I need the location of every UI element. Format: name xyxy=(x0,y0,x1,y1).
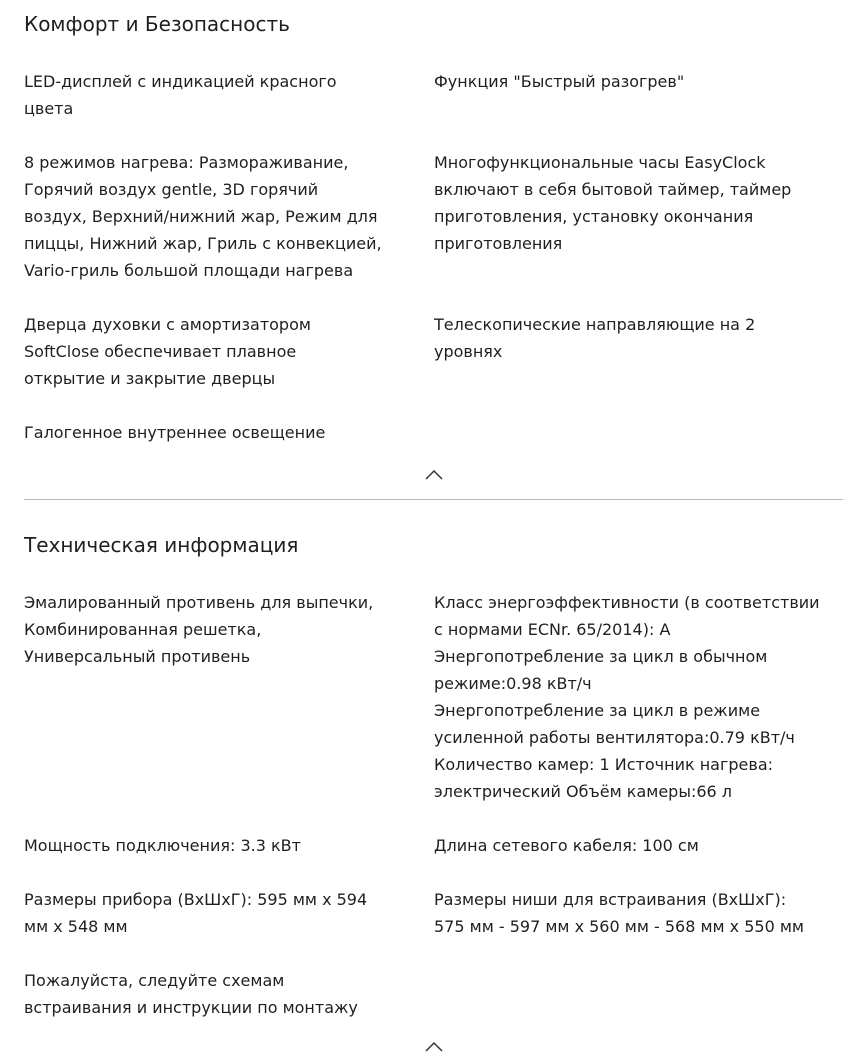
feature-item: Длина сетевого кабеля: 100 см xyxy=(434,836,699,855)
feature-item: Функция "Быстрый разогрев" xyxy=(434,72,685,91)
comfort-section-title: Комфорт и Безопасность xyxy=(24,12,290,36)
feature-item: Телескопические направляющие на 2 уровнях xyxy=(434,315,756,361)
feature-item: Размеры прибора (ВхШхГ): 595 мм x 594 мм x 548 мм xyxy=(24,890,368,936)
technical-section xyxy=(24,0,843,1052)
feature-item: LED-дисплей с индикацией красного цвета xyxy=(24,72,337,118)
feature-item: Мощность подключения: 3.3 кВт xyxy=(24,836,301,855)
feature-item: Эмалированный противень для выпечки, Комбинированная решетка, Универсальный противень xyxy=(24,593,374,666)
technical-section-title: Техническая информация xyxy=(24,533,299,557)
feature-item: Галогенное внутреннее освещение xyxy=(24,423,326,442)
feature-item: Многофункциональные часы EasyClock включают в себя бытовой таймер, таймер приготовления, установку окончания приготовления xyxy=(434,153,792,253)
feature-item: Дверца духовки с амортизатором SoftClose обеспечивает плавное открытие и закрытие дверцы xyxy=(24,315,311,388)
chevron-up-icon xyxy=(424,1040,444,1052)
feature-item: Класс энергоэффективности (в соответствии с нормами ECNr. 65/2014): A Энергопотребление за цикл в обычном режиме:0.98 кВт/ч Энергопотребление за цикл в режиме усиленной работы вентилятора:0.79 кВт/ч Количество камер: 1 Источник нагрева: электрический Объём камеры:66 л xyxy=(434,593,820,801)
feature-item: Пожалуйста, следуйте схемам встраивания и инструкции по монтажу xyxy=(24,971,358,1017)
collapse-technical-button[interactable] xyxy=(424,1040,444,1052)
feature-item: 8 режимов нагрева: Размораживание, Горячий воздух gentle, 3D горячий воздух, Верхний/нижний жар, Режим для пиццы, Нижний жар, Гриль с конвекцией, Vario-гриль большой площади нагрева xyxy=(24,153,382,280)
feature-item: Размеры ниши для встраивания (ВхШхГ): 575 мм - 597 мм x 560 мм - 568 мм x 550 мм xyxy=(434,890,804,936)
